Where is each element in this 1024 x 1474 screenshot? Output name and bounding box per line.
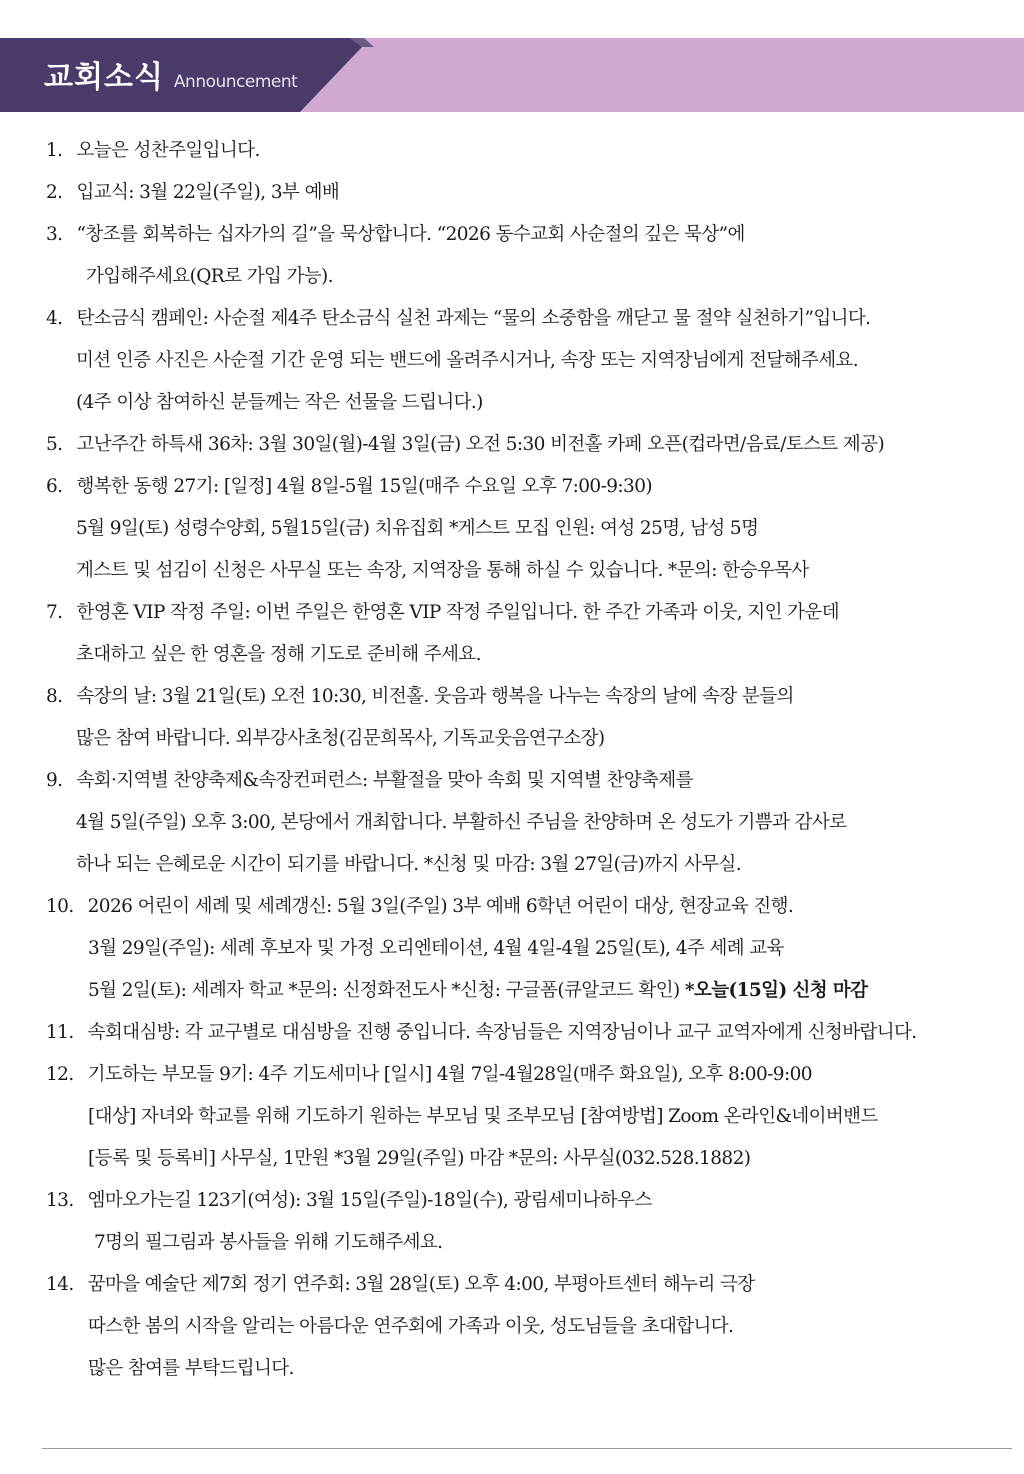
item-number: 13. — [46, 1190, 74, 1211]
list-item — [46, 1264, 1016, 1306]
item-number: 5. — [46, 434, 63, 455]
item-text: 5월 2일(토): 세례자 학교 *문의: 신정화전도사 *신청: 구글폼(큐알코드 확인) — [88, 980, 685, 1001]
item-number: 2. — [46, 182, 63, 203]
footer-divider — [42, 1448, 1012, 1449]
item-text: 속장의 날: 3월 21일(토) 오전 10:30, 비전홀. 웃음과 행복을 나누는 속장의 날에 속장 분들의 — [76, 686, 794, 707]
item-text: 오늘은 성찬주일입니다. — [76, 140, 260, 161]
item-text: 속회·지역별 찬양축제&속장컨퍼런스: 부활절을 맞아 속회 및 지역별 찬양축제를 — [76, 770, 693, 791]
list-item-continuation: 따스한 봄의 시작을 알리는 아름다운 연주회에 가족과 이웃, 성도님들을 초대합니다. — [88, 1316, 734, 1337]
item-number: 8. — [46, 686, 63, 707]
item-number: 6. — [46, 476, 63, 497]
list-item-continuation: 5월 9일(토) 성령수양회, 5월15일(금) 치유집회 *게스트 모집 인원: 여성 25명, 남성 5명 — [76, 518, 759, 539]
title-english: Announcement — [173, 72, 298, 92]
list-item — [46, 676, 1016, 718]
list-item — [46, 214, 1016, 256]
list-item-continuation: 많은 참여를 부탁드립니다. — [88, 1358, 294, 1379]
list-item — [46, 466, 1016, 508]
list-item-continuation: 게스트 및 섬김이 신청은 사무실 또는 속장, 지역장을 통해 하실 수 있습니다. *문의: 한승우목사 — [76, 560, 809, 581]
item-number: 4. — [46, 308, 63, 329]
item-text: “창조를 회복하는 십자가의 길”을 묵상합니다. “2026 동수교회 사순절의 깊은 묵상”에 — [76, 224, 745, 245]
list-item-continuation: 3월 29일(주일): 세례 후보자 및 가정 오리엔테이션, 4월 4일-4월 25일(토), 4주 세례 교육 — [88, 938, 784, 959]
list-item — [46, 1054, 1016, 1096]
page-title — [44, 52, 297, 100]
list-item-continuation: 7명의 필그림과 봉사들을 위해 기도해주세요. — [94, 1232, 443, 1253]
item-text: 고난주간 하특새 36차: 3월 30일(월)-4월 3일(금) 오전 5:30 비전홀 카페 오픈(컵라면/음료/토스트 제공) — [76, 434, 885, 455]
item-text: 엠마오가는길 123기(여성): 3월 15일(주일)-18일(수), 광림세미나하우스 — [87, 1190, 652, 1211]
item-number: 14. — [46, 1274, 74, 1295]
list-item — [46, 424, 1016, 466]
list-item — [46, 172, 1016, 214]
list-item-continuation: 가입해주세요(QR로 가입 가능). — [86, 266, 333, 287]
list-item — [46, 1180, 1016, 1222]
item-number: 12. — [46, 1064, 74, 1085]
title-korean: 교회소식 — [44, 60, 164, 95]
item-number: 10. — [46, 896, 74, 917]
list-item — [46, 760, 1016, 802]
list-item-continuation: 미션 인증 사진은 사순절 기간 운영 되는 밴드에 올려주시거나, 속장 또는 지역장님에게 전달해주세요. — [76, 350, 859, 371]
item-text: 행복한 동행 27기: [일정] 4월 8일-5월 15일(매주 수요일 오후 7:00-9:30) — [76, 476, 653, 497]
item-number: 9. — [46, 770, 63, 791]
item-number: 1. — [46, 140, 63, 161]
list-item-continuation: [대상] 자녀와 학교를 위해 기도하기 원하는 부모님 및 조부모님 [참여방법] Zoom 온라인&네이버밴드 — [88, 1106, 878, 1127]
item-number: 3. — [46, 224, 63, 245]
list-item — [46, 886, 1016, 928]
list-item-continuation: [등록 및 등록비] 사무실, 1만원 *3월 29일(주일) 마감 *문의: 사무실(032.528.1882) — [88, 1148, 751, 1169]
list-item-continuation: (4주 이상 참여하신 분들께는 작은 선물을 드립니다.) — [76, 392, 483, 413]
list-item — [46, 1012, 1016, 1054]
item-text: 2026 어린이 세례 및 세례갱신: 5월 3일(주일) 3부 예배 6학년 어린이 대상, 현장교육 진행. — [87, 896, 794, 917]
list-item — [46, 298, 1016, 340]
list-item-continuation: 하나 되는 은혜로운 시간이 되기를 바랍니다. *신청 및 마감: 3월 27일(금)까지 사무실. — [76, 854, 742, 875]
item-text: 기도하는 부모들 9기: 4주 기도세미나 [일시] 4월 7일-4월28일(매주 화요일), 오후 8:00-9:00 — [87, 1064, 812, 1085]
list-item — [46, 592, 1016, 634]
item-text: 탄소금식 캠페인: 사순절 제4주 탄소금식 실천 과제는 “물의 소중함을 깨닫고 물 절약 실천하기”입니다. — [76, 308, 871, 329]
item-number: 7. — [46, 602, 63, 623]
header-banner — [0, 38, 1024, 112]
list-item-continuation: 많은 참여 바랍니다. 외부강사초청(김문희목사, 기독교웃음연구소장) — [76, 728, 605, 749]
list-item — [46, 130, 1016, 172]
item-text: 속회대심방: 각 교구별로 대심방을 진행 중입니다. 속장님들은 지역장님이나 교구 교역자에게 신청바랍니다. — [87, 1022, 917, 1043]
item-text: 입교식: 3월 22일(주일), 3부 예배 — [76, 182, 340, 203]
list-item-continuation — [46, 970, 1016, 1012]
list-item-continuation: 초대하고 싶은 한 영혼을 정해 기도로 준비해 주세요. — [76, 644, 481, 665]
list-item-continuation: 4월 5일(주일) 오후 3:00, 본당에서 개최합니다. 부활하신 주님을 찬양하며 온 성도가 기쁨과 감사로 — [76, 812, 847, 833]
announcement-list — [46, 130, 1016, 1390]
deadline-notice: *오늘(15일) 신청 마감 — [684, 980, 868, 1001]
item-text: 한영혼 VIP 작정 주일: 이번 주일은 한영혼 VIP 작정 주일입니다. 한 주간 가족과 이웃, 지인 가운데 — [76, 602, 839, 623]
item-text: 꿈마을 예술단 제7회 정기 연주회: 3월 28일(토) 오후 4:00, 부평아트센터 해누리 극장 — [87, 1274, 755, 1295]
item-number: 11. — [46, 1022, 74, 1043]
